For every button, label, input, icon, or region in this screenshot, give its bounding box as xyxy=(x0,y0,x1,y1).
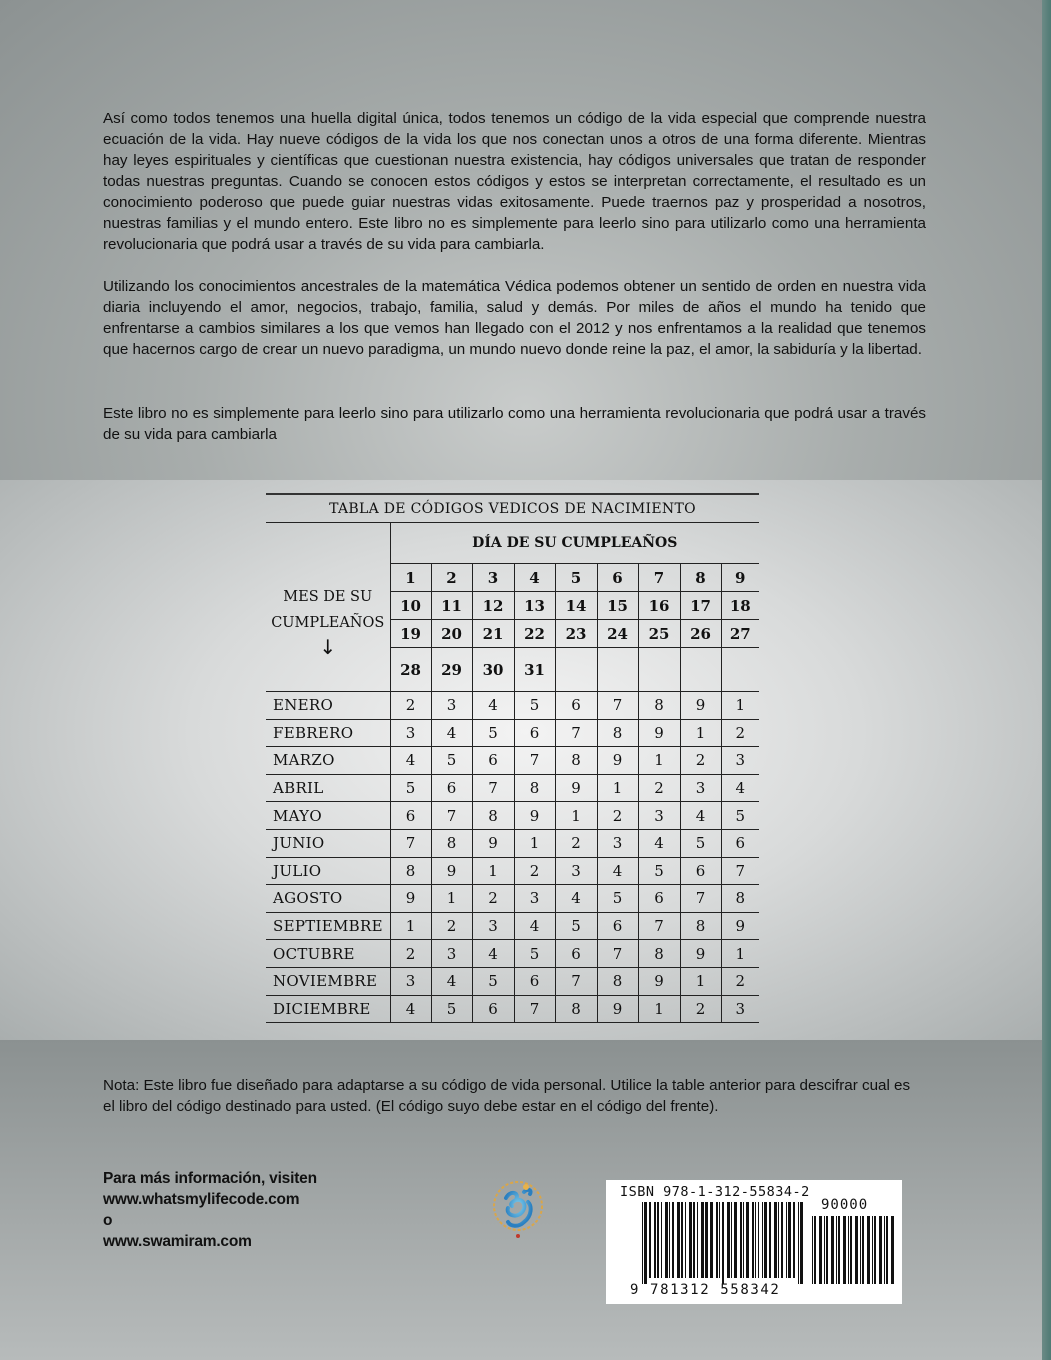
month-header-line2: CUMPLEAÑOS xyxy=(271,614,385,631)
barcode-bar xyxy=(814,1216,816,1284)
day-cell xyxy=(721,648,759,692)
vedic-paragraph: Utilizando los conocimientos ancestrales de la matemática Védica podemos obtener un sentido de orden en nuestra vida diaria incluyendo el amor, negocios, trabajo, familia, salud y demás. Por miles de años el mundo ha tenido que enfrentarse a cambios similares a los que vemos han llegado con el 2012 y nos enfrentamos a la realidad que tenemos que hacernos cargo de crear un nuevo paradigma, un mundo nuevo donde reine la paz, el amor, la sabiduría y la libertad. xyxy=(103,278,926,358)
barcode-bar xyxy=(734,1202,737,1278)
day-cell: 6 xyxy=(597,564,638,592)
day-cell: 2 xyxy=(431,564,472,592)
code-cell: 2 xyxy=(431,912,472,940)
month-name: SEPTIEMBRE xyxy=(266,912,390,940)
code-cell: 7 xyxy=(514,747,555,775)
month-name: AGOSTO xyxy=(266,885,390,913)
barcode-bar xyxy=(879,1216,882,1284)
code-cell: 1 xyxy=(597,774,638,802)
barcode-bar xyxy=(848,1216,849,1284)
barcode-bar xyxy=(886,1216,888,1284)
code-cell: 6 xyxy=(472,747,514,775)
code-cell: 6 xyxy=(514,719,555,747)
isbn-label: ISBN 978-1-312-55834-2 xyxy=(620,1184,810,1200)
code-cell: 3 xyxy=(555,857,597,885)
barcode-bar xyxy=(850,1216,852,1284)
barcode-bar xyxy=(644,1202,647,1284)
code-cell: 4 xyxy=(555,885,597,913)
barcode-bar xyxy=(762,1202,763,1278)
code-cell: 6 xyxy=(390,802,431,830)
month-row xyxy=(266,995,759,1023)
code-cell: 8 xyxy=(597,719,638,747)
code-cell: 7 xyxy=(555,719,597,747)
month-row xyxy=(266,747,759,775)
day-cell: 10 xyxy=(390,592,431,620)
code-cell: 3 xyxy=(431,940,472,968)
code-cell: 8 xyxy=(555,747,597,775)
day-cell: 3 xyxy=(472,564,514,592)
contact-info xyxy=(103,1168,363,1252)
code-cell: 9 xyxy=(721,912,759,940)
day-cell: 21 xyxy=(472,620,514,648)
day-cell xyxy=(638,648,680,692)
barcode-bar xyxy=(812,1216,813,1284)
barcode-bar xyxy=(681,1202,683,1278)
code-cell: 6 xyxy=(680,857,721,885)
barcode-bar xyxy=(800,1202,803,1284)
month-row xyxy=(266,802,759,830)
code-cell: 6 xyxy=(638,885,680,913)
code-cell: 5 xyxy=(431,995,472,1023)
code-cell: 4 xyxy=(472,692,514,720)
code-cell: 9 xyxy=(597,747,638,775)
code-cell: 2 xyxy=(680,995,721,1023)
month-row xyxy=(266,940,759,968)
day-cell: 18 xyxy=(721,592,759,620)
code-cell: 6 xyxy=(472,995,514,1023)
month-name: ABRIL xyxy=(266,774,390,802)
code-cell: 1 xyxy=(431,885,472,913)
code-cell: 7 xyxy=(597,692,638,720)
code-cell: 9 xyxy=(390,885,431,913)
month-row xyxy=(266,912,759,940)
barcode-bar xyxy=(719,1202,720,1278)
code-cell: 3 xyxy=(431,692,472,720)
intro-paragraph: Así como todos tenemos una huella digital única, todos tenemos un código de la vida especial que comprende nuestra ecuación de la vida. Hay nueve códigos de la vida los que nos conectan unos a otros de una forma diferente. Mientras hay leyes espirituales y científicas que cuestionan nuestra existencia, hay códigos universales que tratan de responder todas nuestras preguntas. Cuando se conocen estos códigos y estos se interpretan correctamente, el resultado es un conocimiento poderoso que puede guiar nuestras vidas exitosamente. Puede traernos paz y prosperidad a nosotros, nuestras familias y el mundo entero. Este libro no es simplemente para leerlo sino para utilizarlo como una herramienta revolucionaria que podrá usar a través de su vida para cambiarla. xyxy=(103,110,926,253)
barcode-bar xyxy=(672,1202,674,1278)
barcode-bar xyxy=(665,1202,668,1278)
barcode-bar xyxy=(778,1202,779,1278)
day-cell: 22 xyxy=(514,620,555,648)
code-cell: 7 xyxy=(597,940,638,968)
code-cell: 8 xyxy=(431,829,472,857)
month-row xyxy=(266,774,759,802)
barcode-bar xyxy=(793,1202,795,1278)
code-cell: 1 xyxy=(555,802,597,830)
barcode-bar xyxy=(722,1202,724,1284)
barcode-bar xyxy=(891,1216,894,1284)
om-symbol-icon xyxy=(488,1172,548,1244)
code-cell: 4 xyxy=(680,802,721,830)
table-corner xyxy=(266,523,390,564)
code-cell: 8 xyxy=(390,857,431,885)
day-cell: 15 xyxy=(597,592,638,620)
code-cell: 9 xyxy=(680,692,721,720)
day-cell: 25 xyxy=(638,620,680,648)
barcode-bar xyxy=(788,1202,791,1278)
day-cell: 11 xyxy=(431,592,472,620)
day-cell xyxy=(555,648,597,692)
barcode-bar xyxy=(649,1202,651,1278)
code-cell: 7 xyxy=(472,774,514,802)
code-cell: 2 xyxy=(555,829,597,857)
code-cell: 1 xyxy=(680,719,721,747)
month-row xyxy=(266,967,759,995)
code-cell: 2 xyxy=(680,747,721,775)
info-or: o xyxy=(103,1212,113,1229)
day-cell: 19 xyxy=(390,620,431,648)
code-cell: 4 xyxy=(472,940,514,968)
code-cell: 5 xyxy=(638,857,680,885)
code-cell: 4 xyxy=(390,995,431,1023)
code-cell: 7 xyxy=(680,885,721,913)
code-cell: 4 xyxy=(390,747,431,775)
code-cell: 3 xyxy=(680,774,721,802)
barcode-bar xyxy=(781,1202,783,1278)
code-cell: 1 xyxy=(721,940,759,968)
day-cell: 28 xyxy=(390,648,431,692)
barcode-bar xyxy=(843,1216,846,1284)
barcode-bar xyxy=(746,1202,749,1278)
barcode-bar xyxy=(855,1216,858,1284)
code-cell: 8 xyxy=(597,967,638,995)
code-cell: 2 xyxy=(638,774,680,802)
day-cell: 1 xyxy=(390,564,431,592)
code-cell: 7 xyxy=(638,912,680,940)
code-cell: 5 xyxy=(514,940,555,968)
code-cell: 9 xyxy=(597,995,638,1023)
month-row xyxy=(266,829,759,857)
barcode-bar xyxy=(693,1202,695,1278)
code-cell: 2 xyxy=(514,857,555,885)
barcode-bar xyxy=(755,1202,756,1278)
code-cell: 1 xyxy=(638,995,680,1023)
day-cell: 26 xyxy=(680,620,721,648)
spine-edge xyxy=(1042,0,1051,1360)
ean-number: 9 781312 558342 xyxy=(630,1282,781,1298)
code-cell: 5 xyxy=(472,967,514,995)
month-name: JUNIO xyxy=(266,829,390,857)
day-cell: 30 xyxy=(472,648,514,692)
barcode-bar xyxy=(758,1202,759,1278)
code-cell: 8 xyxy=(555,995,597,1023)
barcode-bar xyxy=(689,1202,692,1278)
month-row xyxy=(266,719,759,747)
barcode-bar xyxy=(685,1202,686,1278)
code-cell: 3 xyxy=(721,995,759,1023)
day-cell: 5 xyxy=(555,564,597,592)
day-cell: 7 xyxy=(638,564,680,592)
code-cell: 4 xyxy=(721,774,759,802)
code-cell: 9 xyxy=(638,719,680,747)
month-name: NOVIEMBRE xyxy=(266,967,390,995)
code-cell: 9 xyxy=(638,967,680,995)
code-cell: 8 xyxy=(680,912,721,940)
website-link-swamiram[interactable]: www.swamiram.com xyxy=(103,1233,252,1250)
code-cell: 6 xyxy=(721,829,759,857)
barcode-bar xyxy=(867,1216,870,1284)
code-cell: 2 xyxy=(721,719,759,747)
month-name: OCTUBRE xyxy=(266,940,390,968)
info-heading: Para más información, visiten xyxy=(103,1170,317,1187)
barcode-bar xyxy=(874,1216,876,1284)
month-header-line1: MES DE SU xyxy=(283,588,373,605)
code-cell: 8 xyxy=(472,802,514,830)
barcode-bar xyxy=(669,1202,670,1278)
code-cell: 5 xyxy=(555,912,597,940)
barcode-bar xyxy=(654,1202,656,1278)
code-cell: 3 xyxy=(390,719,431,747)
code-cell: 1 xyxy=(680,967,721,995)
barcode-bar xyxy=(743,1202,744,1278)
purpose-paragraph: Este libro no es simplemente para leerlo sino para utilizarlo como una herramienta revolucionaria que podrá usar a través de su vida para cambiarla xyxy=(103,405,926,443)
code-cell: 5 xyxy=(680,829,721,857)
code-cell: 8 xyxy=(514,774,555,802)
barcode-bar xyxy=(826,1216,828,1284)
code-cell: 3 xyxy=(597,829,638,857)
code-cell: 4 xyxy=(431,719,472,747)
barcode-bar xyxy=(798,1202,799,1284)
barcode-bar xyxy=(831,1216,834,1284)
day-header: DÍA DE SU CUMPLEAÑOS xyxy=(390,523,759,564)
month-name: DICIEMBRE xyxy=(266,995,390,1023)
code-cell: 8 xyxy=(638,692,680,720)
code-cell: 2 xyxy=(597,802,638,830)
code-cell: 5 xyxy=(390,774,431,802)
code-cell: 9 xyxy=(680,940,721,968)
barcode-bar xyxy=(819,1216,822,1284)
code-cell: 3 xyxy=(514,885,555,913)
barcode-bar xyxy=(824,1216,825,1284)
code-cell: 1 xyxy=(721,692,759,720)
website-link-lifecode[interactable]: www.whatsmylifecode.com xyxy=(103,1191,300,1208)
code-cell: 2 xyxy=(721,967,759,995)
code-cell: 3 xyxy=(721,747,759,775)
code-cell: 4 xyxy=(514,912,555,940)
code-cell: 2 xyxy=(472,885,514,913)
barcode-bar xyxy=(710,1202,713,1278)
table-title: TABLA DE CÓDIGOS VEDICOS DE NACIMIENTO xyxy=(266,494,759,523)
code-cell: 7 xyxy=(431,802,472,830)
barcode-bar xyxy=(786,1202,787,1278)
barcode-bar xyxy=(705,1202,708,1278)
barcode-bar xyxy=(657,1202,659,1278)
code-cell: 7 xyxy=(514,995,555,1023)
code-cell: 6 xyxy=(514,967,555,995)
day-cell xyxy=(597,648,638,692)
code-cell: 1 xyxy=(638,747,680,775)
code-cell: 4 xyxy=(638,829,680,857)
barcode-bar xyxy=(836,1216,837,1284)
code-cell: 3 xyxy=(390,967,431,995)
day-cell: 23 xyxy=(555,620,597,648)
barcode-bar xyxy=(764,1202,767,1278)
day-cell: 20 xyxy=(431,620,472,648)
month-row xyxy=(266,857,759,885)
barcode-bar xyxy=(752,1202,754,1278)
day-cell xyxy=(680,648,721,692)
day-cell: 8 xyxy=(680,564,721,592)
month-name: MAYO xyxy=(266,802,390,830)
down-arrow-icon: ↓ xyxy=(319,634,337,659)
barcode-bar xyxy=(860,1216,861,1284)
code-cell: 5 xyxy=(597,885,638,913)
isbn-barcode xyxy=(606,1180,902,1304)
code-cell: 9 xyxy=(472,829,514,857)
code-cell: 6 xyxy=(431,774,472,802)
barcode-bar xyxy=(862,1216,864,1284)
code-cell: 5 xyxy=(514,692,555,720)
day-cell: 17 xyxy=(680,592,721,620)
barcode-bar xyxy=(774,1202,777,1278)
day-cell: 13 xyxy=(514,592,555,620)
barcode-bar xyxy=(838,1216,840,1284)
day-cell: 4 xyxy=(514,564,555,592)
barcode-bar xyxy=(731,1202,732,1278)
code-cell: 7 xyxy=(721,857,759,885)
month-header xyxy=(266,564,390,692)
vedic-codes-table xyxy=(266,493,759,1023)
note-text: Nota: Este libro fue diseñado para adaptarse a su código de vida personal. Utilice la table anterior para descifrar cual es el libro del código destinado para usted. (El código suyo debe estar en el código del frente). xyxy=(103,1077,911,1115)
barcode-bar xyxy=(661,1202,662,1278)
day-cell: 16 xyxy=(638,592,680,620)
month-row xyxy=(266,692,759,720)
code-cell: 1 xyxy=(514,829,555,857)
day-cell: 31 xyxy=(514,648,555,692)
barcode-bar xyxy=(716,1202,718,1278)
barcode-bar xyxy=(701,1202,704,1278)
code-cell: 5 xyxy=(472,719,514,747)
day-cell: 12 xyxy=(472,592,514,620)
month-row xyxy=(266,885,759,913)
code-cell: 9 xyxy=(514,802,555,830)
month-name: MARZO xyxy=(266,747,390,775)
day-cell: 14 xyxy=(555,592,597,620)
code-cell: 9 xyxy=(431,857,472,885)
barcode-bar xyxy=(727,1202,730,1278)
barcode-bar xyxy=(872,1216,873,1284)
code-cell: 1 xyxy=(472,857,514,885)
code-cell: 8 xyxy=(721,885,759,913)
month-name: ENERO xyxy=(266,692,390,720)
day-cell: 29 xyxy=(431,648,472,692)
barcode-bar xyxy=(884,1216,885,1284)
price-code: 90000 xyxy=(821,1197,869,1213)
code-cell: 8 xyxy=(638,940,680,968)
code-cell: 6 xyxy=(555,692,597,720)
barcode-bar xyxy=(642,1202,643,1284)
barcode-bar xyxy=(697,1202,698,1278)
month-name: JULIO xyxy=(266,857,390,885)
month-name: FEBRERO xyxy=(266,719,390,747)
code-cell: 7 xyxy=(555,967,597,995)
code-cell: 2 xyxy=(390,692,431,720)
code-cell: 3 xyxy=(472,912,514,940)
code-cell: 6 xyxy=(555,940,597,968)
code-cell: 5 xyxy=(721,802,759,830)
code-cell: 1 xyxy=(390,912,431,940)
barcode-bar xyxy=(769,1202,771,1278)
day-cell: 27 xyxy=(721,620,759,648)
barcode-bar xyxy=(740,1202,742,1278)
code-cell: 9 xyxy=(555,774,597,802)
day-cell: 9 xyxy=(721,564,759,592)
code-cell: 7 xyxy=(390,829,431,857)
code-cell: 5 xyxy=(431,747,472,775)
day-cell: 24 xyxy=(597,620,638,648)
code-cell: 3 xyxy=(638,802,680,830)
code-cell: 4 xyxy=(431,967,472,995)
barcode-bar xyxy=(677,1202,680,1278)
code-cell: 4 xyxy=(597,857,638,885)
code-cell: 2 xyxy=(390,940,431,968)
code-cell: 6 xyxy=(597,912,638,940)
